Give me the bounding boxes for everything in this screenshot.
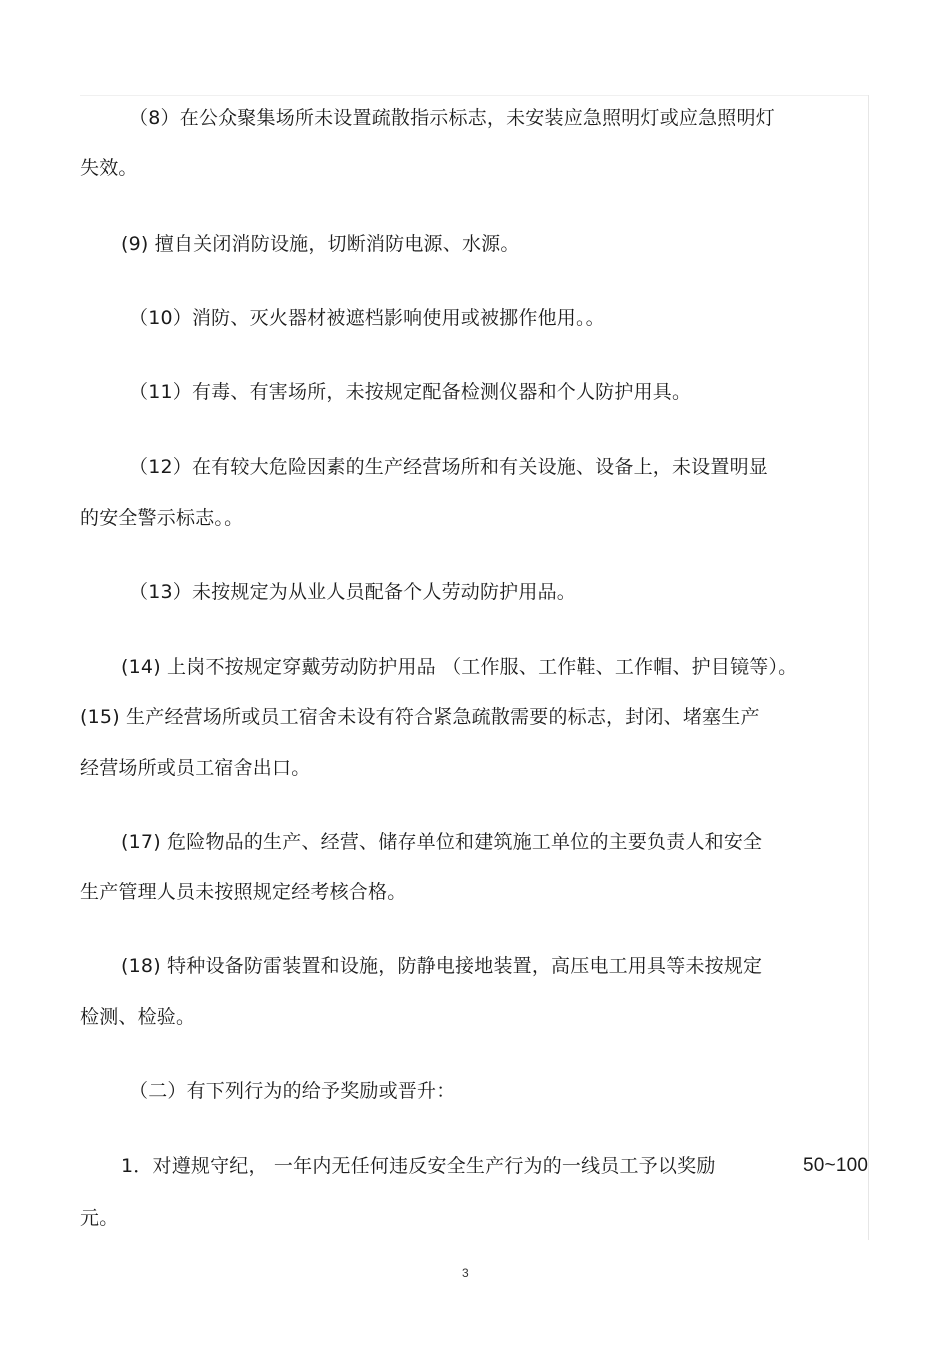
page-number: 3 (462, 1266, 469, 1280)
text-line: 生产管理人员未按照规定经考核合格。 (80, 881, 407, 903)
page-top-edge (80, 95, 869, 96)
text-line: (9) 擅自关闭消防设施，切断消防电源、水源。 (121, 233, 520, 255)
text-line: （10）消防、灭火器材被遮档影响使用或被挪作他用。。 (129, 307, 605, 329)
text-line: (15) 生产经营场所或员工宿舍未设有符合紧急疏散需要的标志，封闭、堵塞生产 (80, 706, 760, 728)
page-right-edge (868, 95, 869, 1240)
text-line: （13）未按规定为从业人员配备个人劳动防护用品。 (129, 581, 576, 603)
text-line: (14) 上岗不按规定穿戴劳动防护用品 （工作服、工作鞋、工作帽、护目镜等）。 (121, 656, 798, 678)
text-line: (17) 危险物品的生产、经营、储存单位和建筑施工单位的主要负责人和安全 (121, 831, 763, 853)
text-line: (18) 特种设备防雷装置和设施，防静电接地装置，高压电工用具等未按规定 (121, 955, 763, 977)
section-heading: （二）有下列行为的给予奖励或晋升： (129, 1080, 456, 1102)
reward-amount: 50~100 (803, 1155, 869, 1176)
text-line: （11）有毒、有害场所，未按规定配备检测仪器和个人防护用具。 (129, 381, 692, 403)
text-line: 经营场所或员工宿舍出口。 (80, 757, 311, 779)
text-line: （12）在有较大危险因素的生产经营场所和有关设施、设备上，未设置明显 (129, 456, 768, 478)
text-line: （8）在公众聚集场所未设置疏散指示标志，未安装应急照明灯或应急照明灯 (129, 107, 775, 129)
text-line: 失效。 (80, 157, 138, 179)
text-line: 元。 (80, 1207, 119, 1229)
text-line: 1．对遵规守纪， 一年内无任何违反安全生产行为的一线员工予以奖励 (121, 1155, 716, 1177)
text-line: 检测、检验。 (80, 1006, 196, 1028)
text-line: 的安全警示标志。。 (80, 507, 244, 529)
